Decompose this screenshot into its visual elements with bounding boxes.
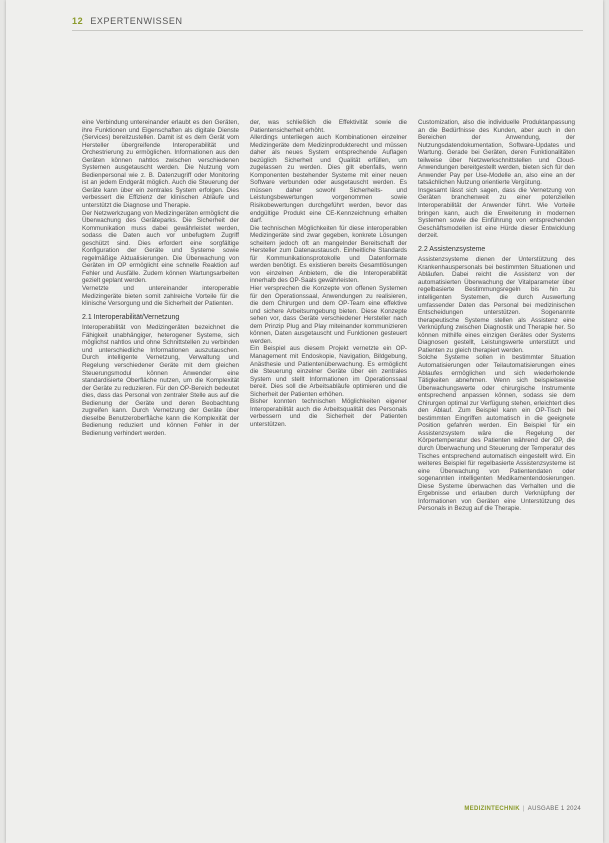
paragraph: Vernetzte und untereinander interoperable Medizingeräte bieten somit zahlreiche Vorteile für die klinische Versorgung und die Sicherheit der Patienten. <box>82 285 239 308</box>
header-rule <box>72 30 583 31</box>
text-column-1 <box>82 119 239 437</box>
paragraph: Allerdings unterliegen auch Kombinationen einzelner Medizingeräte dem Medizinprodukterecht und müssen daher als neues System entsprechende Auflagen bezüglich Sicherheit und Qualität erfüllen, um zugelassen zu werden. Dies gilt ebenfalls, wenn Komponenten bestehender Systeme mit einer neuen Software verbunden oder ausgetauscht werden. Es müssen daher sowohl Sicherheits- und Leistungsbewertungen vorgenommen sowie Risikobewertungen durchgeführt werden, bevor das endgültige Produkt eine CE-Kennzeichnung erhalten darf. <box>250 134 407 225</box>
paragraph: Der Netzwerkzugang von Medizingeräten ermöglicht die Überwachung des Geräteparks. Die Sicherheit der Kommunikation muss dabei gewährleistet werden, sodass die Daten auch vor unbefugtem Zugriff geschützt sind. Dies erfordert eine sorgfältige Konfiguration der Geräte und Systeme sowie regelmäßige Aktualisierungen. Die Überwachung von Geräten im OP ermöglicht eine schnelle Reaktion auf Fehler und Ausfälle. Zudem können Wartungsarbeiten gezielt geplant werden. <box>82 209 239 285</box>
footer-issue: AUSGABE 1 2024 <box>527 806 581 812</box>
paragraph: Solche Systeme sollen in bestimmter Situation Automatisierungen oder Teilautomatisierungen eines Ablaufes ermöglichen und sich wiederholende Tätigkeiten abnehmen. Wenn sich beispielsweise Überwachungswerte oder chirurgische Instrumente entsprechend anpassen können, sodass sie dem Chirurgen optimal zur Verfügung stehen, erleichtert dies den Ablauf. Zum Beispiel kann ein OP-Tisch bei bestimmten Eingriffen automatisch in die geeignete Position gefahren werden. Ein Beispiel für ein Assistenzsystem wäre die Regelung der Körpertemperatur des Patienten während der OP, die durch Überwachung und Steuerung der Temperatur des Tisches entsprechend automatisch eingestellt wird. Ein weiteres Beispiel für regelbasierte Assistenzsysteme ist eine Überwachung von Patientendaten oder sogenannten intelligenten Medikamentendosierungen. Diese Systeme überwachen das Verhalten und die Ergebnisse und erlauben durch Verknüpfung der Informationen von Geräten eine Unterstützung des Personals in Bezug auf die Therapie. <box>418 354 575 513</box>
paragraph: Assistenzsysteme dienen der Unterstützung des Krankenhauspersonals bei bestimmten Situationen und Abläufen. Dabei reicht die Assistenz von der automatisierten Überwachung der Vitalparameter über regelbasierte Bestimmungsregeln bis hin zu intelligenten Systemen, die durch Auswertung umfassender Daten das Personal bei medizinischen Entscheidungen unterstützen. Sogenannte therapeutische Systeme stellen als Assistenz eine Verknüpfung zwischen Diagnostik und Therapie her. So können mithilfe eines einzigen Gerätes oder Systems Diagnosen gestellt, Leistungswerte unterstützt und Patienten zu gleich therapiert werden. <box>418 256 575 354</box>
running-header <box>72 16 183 26</box>
subheading-interoperability: 2.1 Interoperabilität/Vernetzung <box>82 313 180 321</box>
footer-separator: | <box>522 806 525 812</box>
paragraph: Die technischen Möglichkeiten für diese interoperablen Medizingeräte sind zwar gegeben, konkrete Lösungen scheitern jedoch oft an mangelnder Bereitschaft der Hersteller zum Datenaustausch. Einheitliche Standards für Kommunikationsprotokolle und Datenformate werden benötigt. Es existieren bereits Gesamtlösungen von einzelnen Anbietern, die die Interoperabilität innerhalb des OP-Saals gewährleisten. <box>250 224 407 285</box>
subheading-assistance-systems: 2.2 Assistenzsysteme <box>418 245 486 253</box>
paragraph: Bisher konnten technischen Möglichkeiten eigener Interoperabilität auch die Arbeitsqualität des Personals verbessern und die Sicherheit der Patienten unterstützen. <box>250 398 407 428</box>
paragraph: eine Verbindung untereinander erlaubt es den Geräten, ihre Funktionen und Eigenschaften als digitale Dienste (Services) bereitzustellen. Damit ist es dem Gerät vom Hersteller übergreifende Interoperabilität und Orchestrierung zu ermöglichen. Informationen aus den Geräten können nahtlos zwischen verschiedenen Systemen ausgetauscht werden. Die Nutzung vom Bedienpersonal wie z. B. Datenzugriff oder Monitoring ist an jedem Endgerät möglich. Auch die Steuerung der Geräte kann über ein zentrales System erfolgen. Dies verbessert die Effizienz der klinischen Abläufe und unterstützt die Diagnose und Therapie. <box>82 119 239 210</box>
paragraph: der, was schließlich die Effektivität sowie die Patientensicherheit erhöht. <box>250 119 407 134</box>
paragraph: Ein Beispiel aus diesem Projekt vernetzte ein OP-Management mit Endoskopie, Navigation, Bildgebung, Anästhesie und Patientenüberwachung. Es ermöglicht die Steuerung einzelner Geräte über ein zentrales System und stellt Informationen im Operationssaal bereit. Dies soll die Arbeitsabläufe optimieren und die Sicherheit der Patienten erhöhen. <box>250 345 407 398</box>
page-footer <box>464 806 581 812</box>
paragraph: Hier versprechen die Konzepte von offenen Systemen für den Operationssaal, Anwendungen zu realisieren, die dem Chirurgen und dem OP-Team eine effektive und sichere Arbeitsumgebung bieten. Diese Konzepte sehen vor, dass Geräte verschiedener Hersteller nach dem Prinzip Plug and Play miteinander kommunizieren können, Daten ausgetauscht und Funktionen gesteuert werden. <box>250 285 407 345</box>
text-column-2 <box>250 119 407 428</box>
paragraph: Interoperabilität von Medizingeräten bezeichnet die Fähigkeit unabhängiger, heterogener Systeme, sich möglichst nahtlos und ohne Schnittstellen zu verbinden und unterschiedliche Informationen auszutauschen. Durch intelligente Vernetzung, Verwaltung und Regelung verschiedener Geräte mit dem gleichen Steuerungsmodul können Anwender eine standardisierte Oberfläche nutzen, um die Komplexität der Geräte zu reduzieren. Für den OP-Bereich bedeutet dies, dass das Personal von zentraler Stelle aus auf die Bedienung der Geräte und deren Beobachtung zugreifen kann. Durch Vernetzung der Geräte über dieselbe Benutzeroberfläche kann die Komplexität der Bedienung reduziert und können Fehler in der Bedienung verhindert werden. <box>82 324 239 437</box>
paragraph: Customization, also die individuelle Produktanpassung an die Bedürfnisse des Kunden, aber auch in den Bereichen der Anwendung, der Nutzungsdatendokumentation, Software-Updates und Wartung. Gerade bei Geräten, deren Funktionalitäten teilweise über Netzwerkschnittstellen und Cloud-Anwendungen bereitgestellt werden, bieten sich für den Anwender Pay per Use-Modelle an, also eine an der tatsächlichen Nutzung orientierte Vergütung. <box>418 119 575 187</box>
footer-brand: MEDIZINTECHNIK <box>464 806 520 812</box>
text-column-3 <box>418 119 575 513</box>
paragraph: Insgesamt lässt sich sagen, dass die Vernetzung von Geräten branchenweit zu einer potenziellen Interoperabilität der Anwender führt. Wie Vorteile bringen kann, auch die Erweiterung in modernen Systemen sowie die Einführung von entsprechenden Geschäftsmodellen ist eine Hürde dieser Entwicklung derzeit. <box>418 186 575 240</box>
page-number: 12 <box>72 16 84 26</box>
document-page <box>6 0 603 843</box>
section-title: EXPERTENWISSEN <box>90 16 183 26</box>
